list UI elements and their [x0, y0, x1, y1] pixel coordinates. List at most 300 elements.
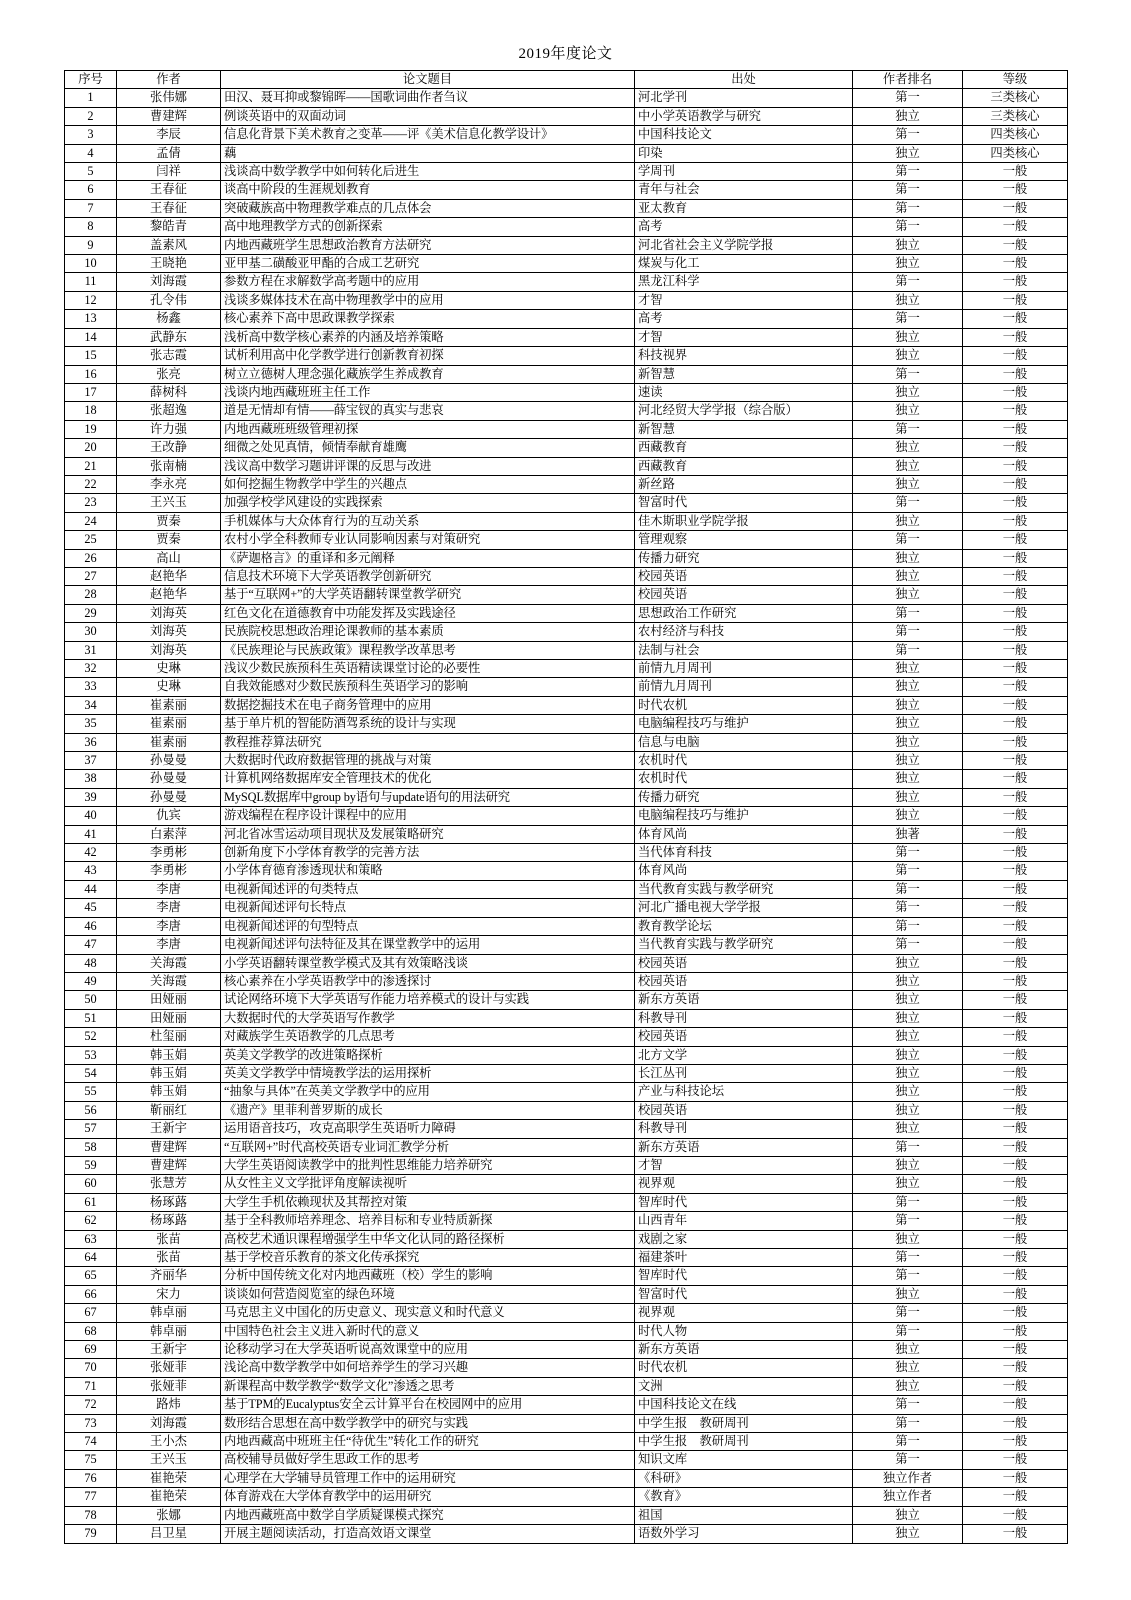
row-author: 刘海霞: [117, 273, 221, 291]
row-level: 一般: [963, 383, 1068, 401]
row-title: 浅谈多媒体技术在高中物理教学中的应用: [221, 291, 635, 309]
row-index: 8: [65, 218, 117, 236]
row-author: 王改静: [117, 439, 221, 457]
row-author: 刘海英: [117, 623, 221, 641]
row-index: 40: [65, 807, 117, 825]
row-rank: 独立: [853, 347, 963, 365]
table-row: [65, 899, 1068, 917]
table-row: [65, 1414, 1068, 1432]
row-index: 77: [65, 1488, 117, 1506]
row-author: 王新宇: [117, 1120, 221, 1138]
row-rank: 第一: [853, 1451, 963, 1469]
row-author: 孟倩: [117, 144, 221, 162]
row-title: 大数据时代政府数据管理的挑战与对策: [221, 752, 635, 770]
row-title: 内地西藏班高中数学自学质疑课模式探究: [221, 1506, 635, 1524]
row-source: 前情九月周刊: [635, 660, 853, 678]
table-row: [65, 1267, 1068, 1285]
row-author: 李唐: [117, 936, 221, 954]
row-title: 游戏编程在程序设计课程中的应用: [221, 807, 635, 825]
row-index: 65: [65, 1267, 117, 1285]
table-row: [65, 1377, 1068, 1395]
row-source: 北方文学: [635, 1046, 853, 1064]
table-row: [65, 807, 1068, 825]
row-source: 才智: [635, 328, 853, 346]
row-index: 78: [65, 1506, 117, 1524]
table-row: [65, 1009, 1068, 1027]
row-index: 55: [65, 1083, 117, 1101]
table-row: [65, 991, 1068, 1009]
row-index: 60: [65, 1175, 117, 1193]
row-rank: 第一: [853, 494, 963, 512]
row-source: 科教导刊: [635, 1120, 853, 1138]
row-title: 电视新闻述评的句类特点: [221, 880, 635, 898]
row-rank: 第一: [853, 365, 963, 383]
table-row: [65, 549, 1068, 567]
row-title: 高校辅导员做好学生思政工作的思考: [221, 1451, 635, 1469]
row-author: 刘海英: [117, 641, 221, 659]
row-source: 河北学刊: [635, 89, 853, 107]
row-level: 一般: [963, 163, 1068, 181]
row-title: 浅议高中数学习题讲评课的反思与改进: [221, 457, 635, 475]
row-title: 从女性主义文学批评角度解读视听: [221, 1175, 635, 1193]
table-row: [65, 1433, 1068, 1451]
row-level: 一般: [963, 1009, 1068, 1027]
row-source: 农机时代: [635, 752, 853, 770]
row-title: 谈高中阶段的生涯规划教育: [221, 181, 635, 199]
row-rank: 第一: [853, 1304, 963, 1322]
row-title: 创新角度下小学体育教学的完善方法: [221, 844, 635, 862]
table-row: [65, 163, 1068, 181]
row-author: 田娅丽: [117, 991, 221, 1009]
row-rank: 第一: [853, 310, 963, 328]
table-row: [65, 1249, 1068, 1267]
row-author: 崔素丽: [117, 696, 221, 714]
row-rank: 独立: [853, 954, 963, 972]
row-rank: 独立: [853, 1230, 963, 1248]
row-level: 一般: [963, 365, 1068, 383]
table-row: [65, 1230, 1068, 1248]
row-rank: 第一: [853, 899, 963, 917]
row-rank: 第一: [853, 89, 963, 107]
row-index: 46: [65, 917, 117, 935]
row-source: 中学生报 教研周刊: [635, 1433, 853, 1451]
row-author: 曹建辉: [117, 1138, 221, 1156]
table-row: [65, 604, 1068, 622]
row-author: 张苗: [117, 1230, 221, 1248]
row-rank: 独立: [853, 107, 963, 125]
row-title: 英美文学教学的改进策略探析: [221, 1046, 635, 1064]
row-title: 细微之处见真情，倾情奉献育雄鹰: [221, 439, 635, 457]
row-author: 赵艳华: [117, 567, 221, 585]
row-author: 孙曼曼: [117, 770, 221, 788]
row-index: 54: [65, 1064, 117, 1082]
row-title: 亚甲基二磺酸亚甲酯的合成工艺研究: [221, 255, 635, 273]
row-index: 3: [65, 126, 117, 144]
row-title: 民族院校思想政治理论课教师的基本素质: [221, 623, 635, 641]
row-rank: 独立: [853, 1175, 963, 1193]
row-title: 马克思主义中国化的历史意义、现实意义和时代意义: [221, 1304, 635, 1322]
row-author: 贾秦: [117, 512, 221, 530]
row-source: 西藏教育: [635, 439, 853, 457]
row-source: 《科研》: [635, 1469, 853, 1487]
row-level: 一般: [963, 604, 1068, 622]
row-index: 52: [65, 1028, 117, 1046]
row-index: 59: [65, 1156, 117, 1174]
row-title: 大学生手机依赖现状及其帮控对策: [221, 1193, 635, 1211]
row-index: 76: [65, 1469, 117, 1487]
row-source: 才智: [635, 1156, 853, 1174]
row-source: 管理观察: [635, 531, 853, 549]
row-author: 崔艳荣: [117, 1488, 221, 1506]
row-source: 体育风尚: [635, 825, 853, 843]
row-level: 一般: [963, 1469, 1068, 1487]
row-index: 32: [65, 660, 117, 678]
row-source: 校园英语: [635, 954, 853, 972]
row-author: 崔素丽: [117, 715, 221, 733]
row-source: 《教育》: [635, 1488, 853, 1506]
row-author: 白素萍: [117, 825, 221, 843]
table-row: [65, 402, 1068, 420]
row-title: 红色文化在道德教育中功能发挥及实践途径: [221, 604, 635, 622]
row-source: 校园英语: [635, 972, 853, 990]
row-source: 智库时代: [635, 1267, 853, 1285]
row-index: 75: [65, 1451, 117, 1469]
row-level: 一般: [963, 641, 1068, 659]
row-author: 李永亮: [117, 475, 221, 493]
row-index: 18: [65, 402, 117, 420]
row-source: 青年与社会: [635, 181, 853, 199]
row-level: 一般: [963, 788, 1068, 806]
table-row: [65, 1064, 1068, 1082]
row-title: 英美文学教学中情境教学法的运用探析: [221, 1064, 635, 1082]
row-level: 一般: [963, 1322, 1068, 1340]
row-source: 校园英语: [635, 1028, 853, 1046]
row-title: 试论网络环境下大学英语写作能力培养模式的设计与实践: [221, 991, 635, 1009]
row-title: 如何挖掘生物教学中学生的兴趣点: [221, 475, 635, 493]
row-title: 内地西藏班班级管理初探: [221, 420, 635, 438]
row-author: 王晓艳: [117, 255, 221, 273]
table-row: [65, 475, 1068, 493]
table-row: [65, 1341, 1068, 1359]
row-rank: 独立: [853, 255, 963, 273]
row-index: 24: [65, 512, 117, 530]
row-rank: 独立: [853, 439, 963, 457]
row-source: 科技视界: [635, 347, 853, 365]
row-title: 谈谈如何营造阅览室的绿色环境: [221, 1285, 635, 1303]
row-level: 一般: [963, 991, 1068, 1009]
row-author: 张亮: [117, 365, 221, 383]
row-author: 王小杰: [117, 1433, 221, 1451]
row-author: 薛树科: [117, 383, 221, 401]
row-author: 宋力: [117, 1285, 221, 1303]
row-index: 33: [65, 678, 117, 696]
row-rank: 第一: [853, 623, 963, 641]
row-level: 一般: [963, 1193, 1068, 1211]
table-row: [65, 678, 1068, 696]
row-level: 一般: [963, 420, 1068, 438]
row-author: 李勇彬: [117, 844, 221, 862]
row-author: 崔艳荣: [117, 1469, 221, 1487]
table-row: [65, 1396, 1068, 1414]
row-level: 一般: [963, 899, 1068, 917]
row-rank: 独立: [853, 1101, 963, 1119]
row-source: 产业与科技论坛: [635, 1083, 853, 1101]
row-author: 齐丽华: [117, 1267, 221, 1285]
row-title: 对藏族学生英语教学的几点思考: [221, 1028, 635, 1046]
row-title: 试析利用高中化学教学进行创新教育初探: [221, 347, 635, 365]
row-author: 杜玺丽: [117, 1028, 221, 1046]
row-level: 一般: [963, 494, 1068, 512]
row-title: 树立立德树人理念强化藏族学生养成教育: [221, 365, 635, 383]
row-level: 一般: [963, 1285, 1068, 1303]
row-index: 39: [65, 788, 117, 806]
row-author: 刘海英: [117, 604, 221, 622]
row-index: 58: [65, 1138, 117, 1156]
row-rank: 独立: [853, 1525, 963, 1543]
row-author: 杨鑫: [117, 310, 221, 328]
row-rank: 第一: [853, 181, 963, 199]
row-level: 一般: [963, 347, 1068, 365]
row-rank: 独立: [853, 1120, 963, 1138]
column-header-source: 出处: [635, 71, 853, 89]
row-index: 44: [65, 880, 117, 898]
row-source: 体育风尚: [635, 862, 853, 880]
row-index: 9: [65, 236, 117, 254]
column-header-rank: 作者排名: [853, 71, 963, 89]
row-rank: 第一: [853, 880, 963, 898]
row-rank: 独立: [853, 328, 963, 346]
row-rank: 独立: [853, 1359, 963, 1377]
row-title: 基于学校音乐教育的茶文化传承探究: [221, 1249, 635, 1267]
row-source: 思想政治工作研究: [635, 604, 853, 622]
row-title: 河北省冰雪运动项目现状及发展策略研究: [221, 825, 635, 843]
row-author: 王兴玉: [117, 1451, 221, 1469]
row-level: 一般: [963, 1230, 1068, 1248]
table-row: [65, 1304, 1068, 1322]
row-source: 信息与电脑: [635, 733, 853, 751]
row-author: 韩卓丽: [117, 1304, 221, 1322]
row-source: 科教导刊: [635, 1009, 853, 1027]
row-level: 一般: [963, 1341, 1068, 1359]
row-level: 一般: [963, 1156, 1068, 1174]
row-level: 一般: [963, 199, 1068, 217]
row-source: 新东方英语: [635, 1341, 853, 1359]
row-level: 一般: [963, 715, 1068, 733]
row-source: 传播力研究: [635, 788, 853, 806]
row-title: 高中地理教学方式的创新探索: [221, 218, 635, 236]
table-row: [65, 310, 1068, 328]
row-index: 74: [65, 1433, 117, 1451]
row-source: 视界观: [635, 1175, 853, 1193]
table-row: [65, 1359, 1068, 1377]
row-rank: 第一: [853, 420, 963, 438]
row-author: 贾秦: [117, 531, 221, 549]
row-author: 许力强: [117, 420, 221, 438]
row-level: 一般: [963, 1488, 1068, 1506]
row-rank: 独立: [853, 1506, 963, 1524]
row-level: 一般: [963, 586, 1068, 604]
row-index: 48: [65, 954, 117, 972]
row-index: 11: [65, 273, 117, 291]
table-row: [65, 586, 1068, 604]
table-row: [65, 954, 1068, 972]
row-level: 一般: [963, 623, 1068, 641]
row-rank: 独立作者: [853, 1469, 963, 1487]
table-row: [65, 567, 1068, 585]
row-title: 论移动学习在大学英语听说高效课堂中的应用: [221, 1341, 635, 1359]
table-row: [65, 862, 1068, 880]
row-title: 浅谈内地西藏班班主任工作: [221, 383, 635, 401]
row-author: 张南楠: [117, 457, 221, 475]
row-index: 72: [65, 1396, 117, 1414]
row-index: 28: [65, 586, 117, 604]
table-row: [65, 733, 1068, 751]
row-index: 19: [65, 420, 117, 438]
row-index: 1: [65, 89, 117, 107]
row-source: 智库时代: [635, 1193, 853, 1211]
row-rank: 独立: [853, 402, 963, 420]
row-level: 一般: [963, 1304, 1068, 1322]
table-row: [65, 347, 1068, 365]
row-level: 四类核心: [963, 144, 1068, 162]
row-level: 一般: [963, 1414, 1068, 1432]
table-row: [65, 365, 1068, 383]
row-level: 一般: [963, 1359, 1068, 1377]
row-title: “互联网+”时代高校英语专业词汇教学分析: [221, 1138, 635, 1156]
row-title: 基于全科教师培养理念、培养目标和专业特质新探: [221, 1212, 635, 1230]
row-rank: 第一: [853, 531, 963, 549]
row-title: 藕: [221, 144, 635, 162]
row-rank: 第一: [853, 273, 963, 291]
row-title: 信息技术环境下大学英语教学创新研究: [221, 567, 635, 585]
row-index: 69: [65, 1341, 117, 1359]
row-level: 一般: [963, 328, 1068, 346]
row-author: 张娅菲: [117, 1359, 221, 1377]
row-author: 张伟娜: [117, 89, 221, 107]
table-row: [65, 1488, 1068, 1506]
row-author: 高山: [117, 549, 221, 567]
row-rank: 第一: [853, 862, 963, 880]
row-author: 杨琢蕗: [117, 1193, 221, 1211]
row-title: 小学体育德育渗透现状和策略: [221, 862, 635, 880]
row-rank: 独立: [853, 1009, 963, 1027]
row-author: 武静东: [117, 328, 221, 346]
row-level: 一般: [963, 1267, 1068, 1285]
row-author: 刘海霞: [117, 1414, 221, 1432]
row-source: 时代农机: [635, 696, 853, 714]
table-row: [65, 291, 1068, 309]
row-level: 一般: [963, 733, 1068, 751]
table-row: [65, 1212, 1068, 1230]
row-source: 教育教学论坛: [635, 917, 853, 935]
row-source: 新东方英语: [635, 991, 853, 1009]
row-index: 29: [65, 604, 117, 622]
row-level: 一般: [963, 531, 1068, 549]
row-level: 一般: [963, 181, 1068, 199]
row-title: 加强学校学风建设的实践探索: [221, 494, 635, 512]
row-source: 知识文库: [635, 1451, 853, 1469]
row-source: 河北经贸大学学报（综合版）: [635, 402, 853, 420]
row-title: 基于“互联网+”的大学英语翻转课堂教学研究: [221, 586, 635, 604]
row-title: 计算机网络数据库安全管理技术的优化: [221, 770, 635, 788]
table-row: [65, 494, 1068, 512]
table-row: [65, 660, 1068, 678]
row-author: 张娅菲: [117, 1377, 221, 1395]
row-index: 66: [65, 1285, 117, 1303]
row-index: 20: [65, 439, 117, 457]
row-source: 河北省社会主义学院学报: [635, 236, 853, 254]
row-source: 校园英语: [635, 1101, 853, 1119]
row-title: 电视新闻述评句长特点: [221, 899, 635, 917]
row-level: 一般: [963, 549, 1068, 567]
row-level: 一般: [963, 936, 1068, 954]
table-row: [65, 457, 1068, 475]
papers-table-body: [65, 89, 1068, 1543]
row-source: 黑龙江科学: [635, 273, 853, 291]
row-rank: 第一: [853, 1267, 963, 1285]
row-level: 一般: [963, 1138, 1068, 1156]
row-rank: 独立: [853, 567, 963, 585]
row-rank: 独立: [853, 972, 963, 990]
row-rank: 独立: [853, 1046, 963, 1064]
row-level: 一般: [963, 1506, 1068, 1524]
row-source: 中小学英语教学与研究: [635, 107, 853, 125]
row-level: 一般: [963, 1101, 1068, 1119]
row-title: 信息化背景下美术教育之变革——评《美术信息化教学设计》: [221, 126, 635, 144]
row-author: 史琳: [117, 678, 221, 696]
row-rank: 第一: [853, 1414, 963, 1432]
row-rank: 独立: [853, 991, 963, 1009]
row-level: 一般: [963, 1046, 1068, 1064]
row-title: 运用语音技巧，攻克高职学生英语听力障碍: [221, 1120, 635, 1138]
row-index: 21: [65, 457, 117, 475]
row-level: 一般: [963, 807, 1068, 825]
row-title: 中国特色社会主义进入新时代的意义: [221, 1322, 635, 1340]
row-source: 煤炭与化工: [635, 255, 853, 273]
row-index: 64: [65, 1249, 117, 1267]
row-title: 新课程高中数学教学“数学文化”渗透之思考: [221, 1377, 635, 1395]
row-index: 34: [65, 696, 117, 714]
row-rank: 第一: [853, 1396, 963, 1414]
row-rank: 独立作者: [853, 1488, 963, 1506]
row-rank: 独立: [853, 475, 963, 493]
table-row: [65, 936, 1068, 954]
table-row: [65, 1138, 1068, 1156]
row-index: 10: [65, 255, 117, 273]
row-title: “抽象与具体”在英美文学教学中的应用: [221, 1083, 635, 1101]
row-title: 《民族理论与民族政策》课程教学改革思考: [221, 641, 635, 659]
row-rank: 独立: [853, 696, 963, 714]
row-source: 校园英语: [635, 567, 853, 585]
row-source: 戏剧之家: [635, 1230, 853, 1248]
row-author: 路炜: [117, 1396, 221, 1414]
row-author: 王兴玉: [117, 494, 221, 512]
row-title: 内地西藏班学生思想政治教育方法研究: [221, 236, 635, 254]
row-index: 56: [65, 1101, 117, 1119]
row-rank: 独立: [853, 236, 963, 254]
row-author: 崔素丽: [117, 733, 221, 751]
row-index: 12: [65, 291, 117, 309]
row-index: 27: [65, 567, 117, 585]
table-row: [65, 126, 1068, 144]
row-index: 15: [65, 347, 117, 365]
table-row: [65, 1451, 1068, 1469]
row-level: 一般: [963, 1433, 1068, 1451]
row-level: 一般: [963, 475, 1068, 493]
row-author: 韩卓丽: [117, 1322, 221, 1340]
row-rank: 第一: [853, 1138, 963, 1156]
row-title: 内地西藏高中班班主任“待优生”转化工作的研究: [221, 1433, 635, 1451]
